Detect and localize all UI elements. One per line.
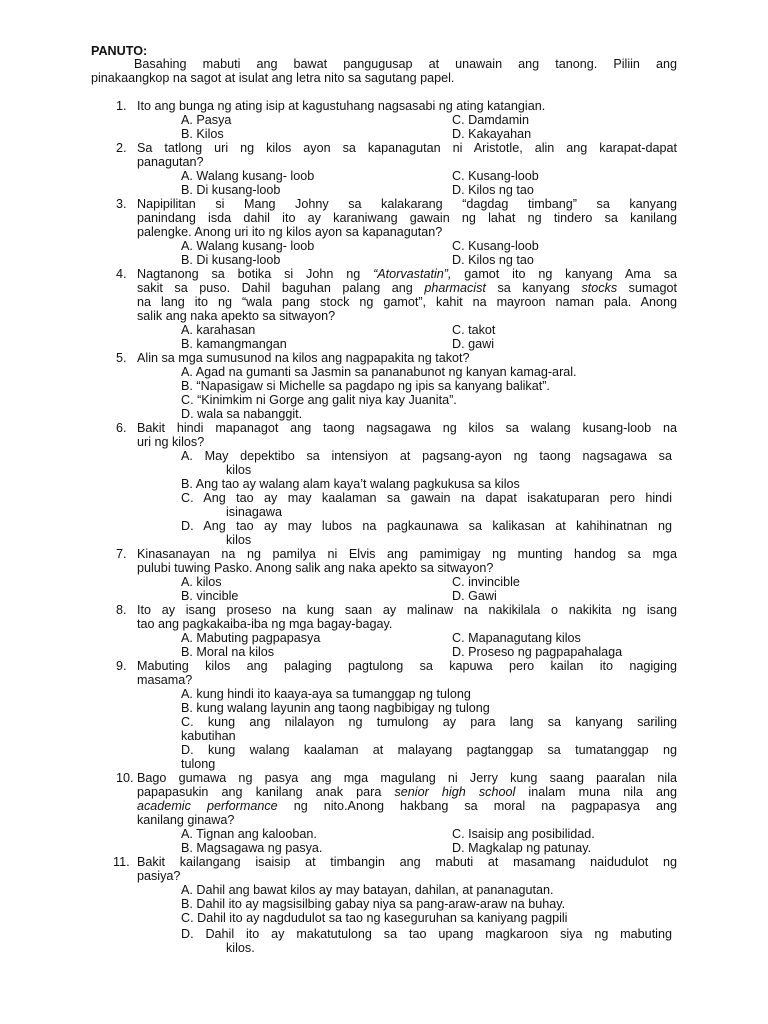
choice-b: B. Kilos <box>181 127 224 141</box>
question-number: 7. <box>116 547 127 561</box>
question-text: salik ang naka apekto sa sitwayon? <box>137 309 336 323</box>
choice-d: D. Gawi <box>452 589 497 603</box>
choice-d: D. wala sa nabanggit. <box>181 407 303 421</box>
choice-b: B. vincible <box>181 589 239 603</box>
choice-a: A. Agad na gumanti sa Jasmin sa pananabunot ng kanyan kamag-aral. <box>181 365 577 379</box>
question-text: pasiya? <box>137 869 181 883</box>
question-text: pulubi tuwing Pasko. Anong salik ang naka apekto sa sitwayon? <box>137 561 494 575</box>
question-number: 11. <box>113 855 130 869</box>
choice-a: A. Mabuting pagpapasya <box>181 631 321 645</box>
choice-c-continued: kabutihan <box>181 729 236 743</box>
choice-d: D. Proseso ng pagpapahalaga <box>452 645 623 659</box>
choice-b: B. “Napasigaw si Michelle sa pagdapo ng ipis sa kanyang balikat”. <box>181 379 550 393</box>
question-text: palengke. Anong uri ito ng kilos ayon sa kapanagutan? <box>137 225 443 239</box>
choice-a: A. Walang kusang- loob <box>181 239 315 253</box>
instructions-title: PANUTO: <box>91 44 148 58</box>
question-text: Napipilitan si Mang Johny sa kalakarang “dagdag timbang” sa kanyang <box>137 197 677 211</box>
choice-c: C. Isaisip ang posibilidad. <box>452 827 595 841</box>
question-text: masama? <box>137 673 193 687</box>
choice-a: A. Walang kusang- loob <box>181 169 315 183</box>
choice-c: C. takot <box>452 323 496 337</box>
question-text: Mabuting kilos ang palaging pagtulong sa kapuwa pero kailan ito nagiging <box>137 659 677 673</box>
question-number: 6. <box>116 421 127 435</box>
question-text: papapasukin ang kanilang anak para senior high school inalam muna nila ang <box>137 785 678 799</box>
choice-b: B. Magsagawa ng pasya. <box>181 841 323 855</box>
question-text: Bago gumawa ng pasya ang mga magulang ni Jerry kung saang paaralan nila <box>137 771 677 785</box>
question-text: Kinasanayan na ng pamilya ni Elvis ang pamimigay ng munting handog sa mga <box>137 547 677 561</box>
instructions-line: pinakaangkop na sagot at isulat ang letra nito sa sagutang papel. <box>91 71 455 85</box>
choice-c: C. kung ang nilalayon ng tumulong ay para lang sa kanyang sariling <box>181 715 677 729</box>
choice-d: D. Magkalap ng patunay. <box>452 841 592 855</box>
choice-a: A. May depektibo sa intensiyon at pagsang-ayon ng taong nagsagawa sa <box>181 449 672 463</box>
choice-d: D. kung walang kaalaman at malayang pagtanggap sa tumatanggap ng <box>181 743 677 757</box>
choice-a: A. kung hindi ito kaaya-aya sa tumanggap ng tulong <box>181 687 471 701</box>
choice-d: D. Kilos ng tao <box>452 253 534 267</box>
question-number: 10. <box>116 771 134 785</box>
choice-d: D. gawi <box>452 337 494 351</box>
choice-b: B. Di kusang-loob <box>181 253 281 267</box>
choice-a: A. Pasya <box>181 113 232 127</box>
choice-c: C. Ang tao ay may kaalaman sa gawain na dapat isakatuparan pero hindi <box>181 491 672 505</box>
question-text: tao ang pagkakaiba-iba ng mga bagay-bagay. <box>137 617 393 631</box>
question-number: 4. <box>116 267 127 281</box>
question-number: 2. <box>116 141 127 155</box>
question-text: Ito ang bunga ng ating isip at kagustuhang nagsasabi ng ating katangian. <box>137 99 546 113</box>
choice-c-continued: isinagawa <box>226 505 283 519</box>
choice-b: B. Ang tao ay walang alam kaya’t walang pagkukusa sa kilos <box>181 477 520 491</box>
question-number: 1. <box>116 99 127 113</box>
choice-a: A. Tignan ang kalooban. <box>181 827 317 841</box>
question-text: Bakit hindi mapanagot ang taong nagsagawa ng kilos sa walang kusang-loob na <box>137 421 677 435</box>
choice-a-continued: kilos <box>226 463 252 477</box>
choice-d: D. Kakayahan <box>452 127 532 141</box>
choice-c: C. Kusang-loob <box>452 239 539 253</box>
choice-c: C. invincible <box>452 575 520 589</box>
question-number: 8. <box>116 603 127 617</box>
choice-c: C. Mapanagutang kilos <box>452 631 581 645</box>
question-number: 5. <box>116 351 127 365</box>
choice-c: C. “Kinimkim ni Gorge ang galit niya kay Juanita”. <box>181 393 457 407</box>
choice-d: D. Ang tao ay may lubos na pagkaunawa sa kalikasan at kahihinatnan ng <box>181 519 672 533</box>
question-text: academic performance ng nito.Anong hakbang sa moral na pagpapasya ang <box>137 799 677 813</box>
question-text: sakit sa puso. Dahil baguhan palang ang pharmacist sa kanyang stocks sumagot <box>137 281 677 295</box>
choice-b: B. Moral na kilos <box>181 645 275 659</box>
question-text: kanilang ginawa? <box>137 813 235 827</box>
choice-d-continued: tulong <box>181 757 216 771</box>
question-number: 9. <box>116 659 127 673</box>
question-text: na lang ito ng “wala pang stock ng gamot”, kahit na mayroon naman pala. Anong <box>137 295 677 309</box>
choice-d-continued: kilos. <box>226 941 255 955</box>
choice-d: D. Kilos ng tao <box>452 183 534 197</box>
question-text: Sa tatlong uri ng kilos ayon sa kapanagutan ni Aristotle, alin ang karapat-dapat <box>137 141 677 155</box>
choice-a: A. Dahil ang bawat kilos ay may batayan, dahilan, at pananagutan. <box>181 883 554 897</box>
choice-d: D. Dahil ito ay makatutulong sa tao upang magkaroon siya ng mabuting <box>181 927 672 941</box>
instructions-line: Basahing mabuti ang bawat pangugusap at unawain ang tanong. Piliin ang <box>134 57 677 71</box>
question-number: 3. <box>116 197 127 211</box>
question-text: panindang isda dahil ito ay karaniwang gawain ng lahat ng tindero sa kanilang <box>137 211 677 225</box>
question-text: panagutan? <box>137 155 204 169</box>
question-text: uri ng kilos? <box>137 435 205 449</box>
choice-b: B. Dahil ito ay magsisilbing gabay niya sa pang-araw-araw na buhay. <box>181 897 566 911</box>
choice-a: A. kilos <box>181 575 222 589</box>
question-text: Bakit kailangang isaisip at timbangin ang mabuti at masamang naidudulot ng <box>137 855 677 869</box>
choice-c: C. Dahil ito ay nagdudulot sa tao ng kaseguruhan sa kaniyang pagpili <box>181 911 568 925</box>
question-text: Nagtanong sa botika si John ng “Atorvastatin”, gamot ito ng kanyang Ama sa <box>137 267 677 281</box>
choice-c: C. Damdamin <box>452 113 529 127</box>
choice-d-continued: kilos <box>226 533 252 547</box>
choice-b: B. kamangmangan <box>181 337 287 351</box>
choice-b: B. kung walang layunin ang taong nagbibigay ng tulong <box>181 701 490 715</box>
choice-a: A. karahasan <box>181 323 256 337</box>
question-text: Ito ay isang proseso na kung saan ay malinaw na nakikilala o nakikita ng isang <box>137 603 677 617</box>
choice-c: C. Kusang-loob <box>452 169 539 183</box>
question-text: Alin sa mga sumusunod na kilos ang nagpapakita ng takot? <box>137 351 470 365</box>
choice-b: B. Di kusang-loob <box>181 183 281 197</box>
